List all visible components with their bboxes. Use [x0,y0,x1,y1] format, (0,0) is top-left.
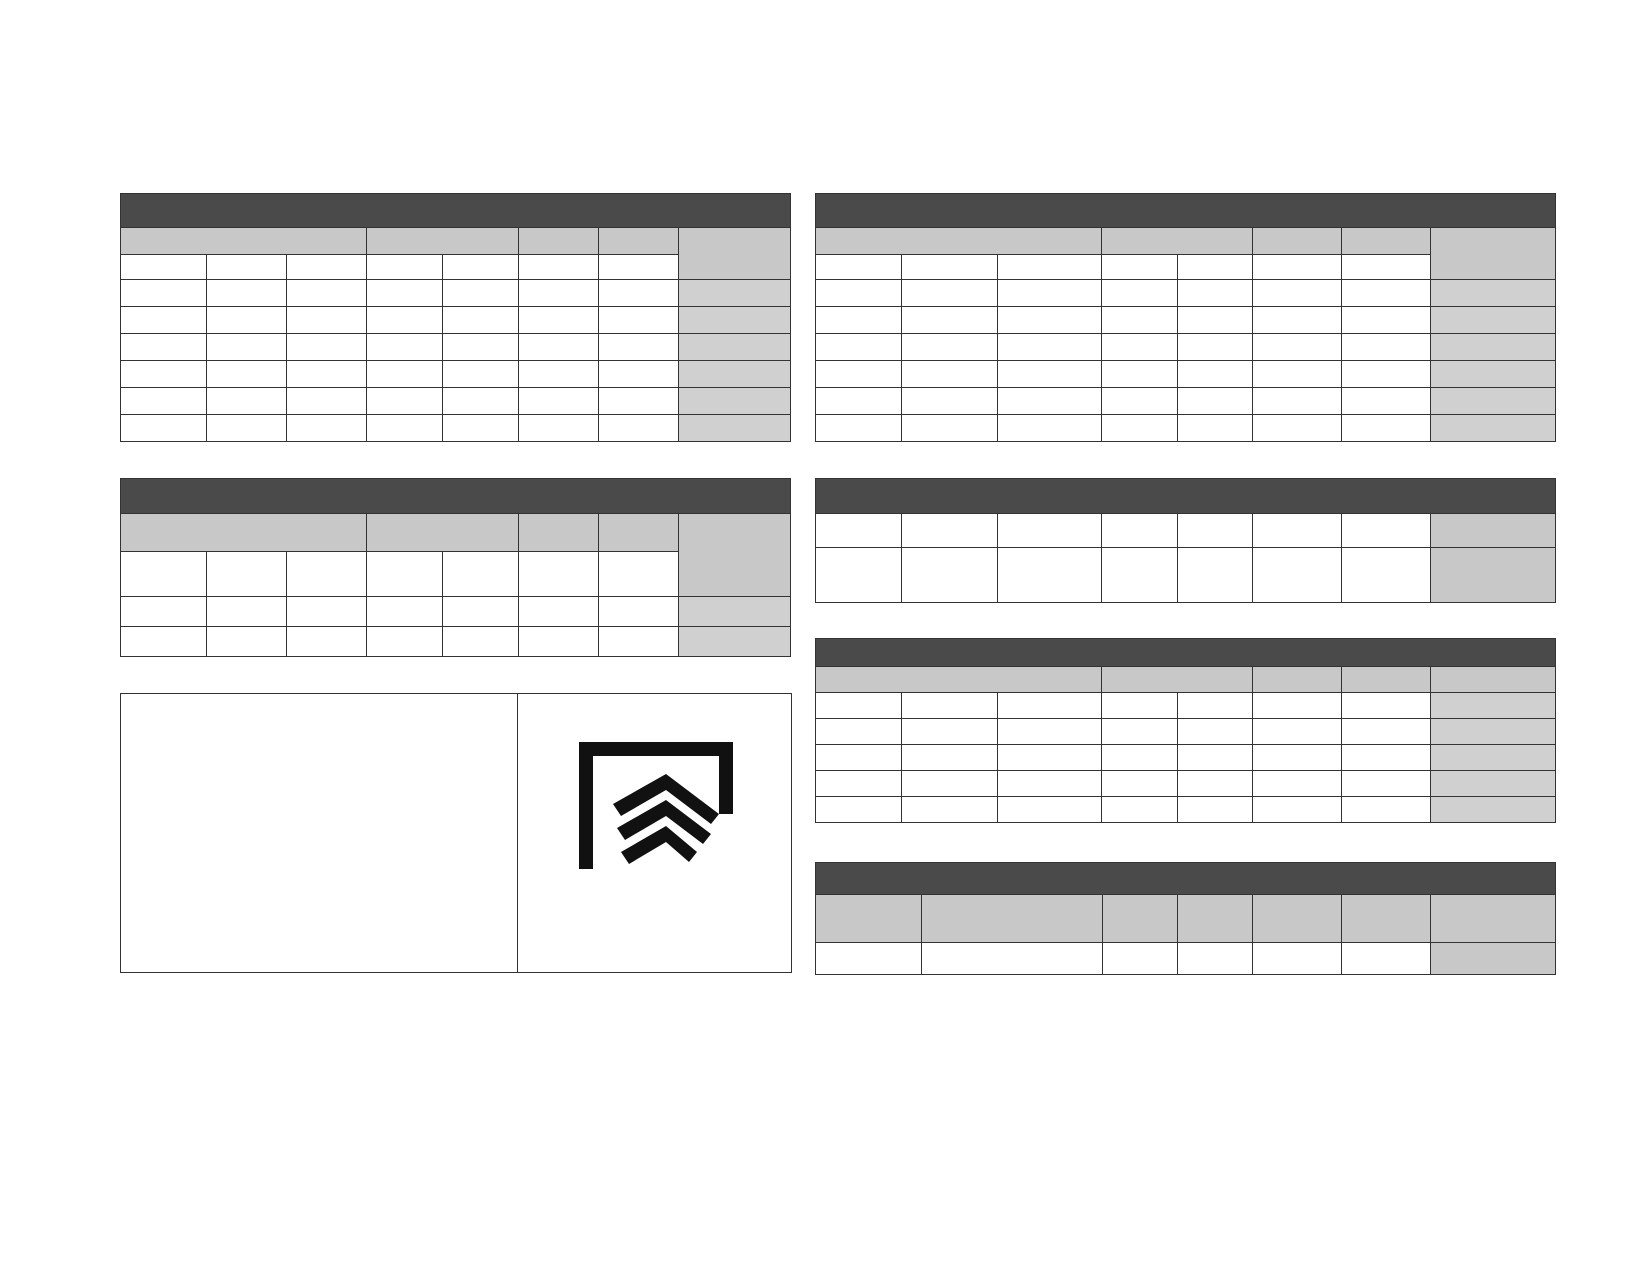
group-header [367,228,519,255]
row-label [679,280,791,307]
table-cell [1253,388,1342,415]
floor-range-header [207,552,287,597]
floor-range-header [1178,255,1253,280]
table-cell [998,307,1102,334]
table-cell [816,388,902,415]
table-cell [816,415,902,442]
table-cell [443,307,519,334]
table-cell [1178,771,1253,797]
corner-header [679,228,791,280]
row-label [679,307,791,334]
table-cell [1342,771,1431,797]
table-cell [816,745,902,771]
floor-range-header [367,552,443,597]
table-cell [519,597,599,627]
floor-range-header [1178,514,1253,548]
supervision-fees-table [815,193,1556,442]
floor-range-header [287,255,367,280]
table-cell [902,280,998,307]
table-cell [902,719,998,745]
table-cell [1342,280,1431,307]
table-cell [1253,334,1342,361]
table-cell [287,307,367,334]
table-cell [599,415,679,442]
table-cell [902,307,998,334]
group-header [519,514,599,552]
stage-header [816,895,922,943]
table-cell [1253,719,1342,745]
table-cell [207,280,287,307]
group-header [1253,667,1342,693]
single-discipline-fees-table [815,478,1556,603]
table-cell [599,307,679,334]
table-cell [1342,797,1431,823]
group-header [519,228,599,255]
group-header [1342,667,1431,693]
corner-header [1431,514,1556,548]
group-header [816,667,1102,693]
table-cell [1102,745,1178,771]
floor-range-header [902,514,998,548]
group-header [599,514,679,552]
row-label [679,627,791,657]
table-cell [1178,943,1253,975]
table-cell [998,797,1102,823]
table-cell [1178,548,1253,603]
table-cell [1342,388,1431,415]
percentage-breakdown-caption [816,639,1556,667]
table-cell [519,388,599,415]
table-cell [121,415,207,442]
table-cell [902,693,998,719]
organization-logo-icon [571,734,741,874]
floor-range-header [599,255,679,280]
table-cell [1253,361,1342,388]
stage-header [1253,895,1342,943]
table-cell [902,334,998,361]
floor-range-header [1253,255,1342,280]
table-cell [121,388,207,415]
table-cell [1342,548,1431,603]
table-cell [902,361,998,388]
floor-range-header [902,255,998,280]
row-label [1431,693,1556,719]
table-cell [902,388,998,415]
row-label [1431,548,1556,603]
floor-range-header [121,552,207,597]
corner-header [1431,228,1556,280]
group-header [816,228,1102,255]
table-cell [599,334,679,361]
table-cell [367,307,443,334]
table-cell [367,361,443,388]
table-cell [443,280,519,307]
stage-header [1103,895,1178,943]
table-cell [519,280,599,307]
table-cell [599,597,679,627]
group-header [121,228,367,255]
table-cell [367,597,443,627]
table-cell [902,548,998,603]
table-cell [998,771,1102,797]
table-cell [367,415,443,442]
table-cell [207,388,287,415]
stage-header [922,895,1103,943]
table-cell [121,597,207,627]
table-cell [1102,361,1178,388]
table-cell [519,627,599,657]
row-label [1431,307,1556,334]
table-cell [1178,307,1253,334]
table-cell [519,361,599,388]
row-label [679,361,791,388]
percentage-breakdown-table [815,638,1556,823]
table-cell [1342,943,1431,975]
table-cell [998,361,1102,388]
table-cell [1102,719,1178,745]
table-cell [816,943,922,975]
table-cell [816,280,902,307]
table-cell [443,388,519,415]
group-header [121,514,367,552]
floor-range-header [1253,514,1342,548]
table-cell [443,334,519,361]
table-cell [1342,415,1431,442]
row-label [1431,280,1556,307]
floor-range-header [998,514,1102,548]
table-cell [902,415,998,442]
table-cell [816,771,902,797]
floor-range-header [519,552,599,597]
single-discipline-caption [816,479,1556,514]
table-cell [519,334,599,361]
floor-range-header [816,255,902,280]
supervision-fees-caption [816,194,1556,228]
table-cell [998,415,1102,442]
table-cell [1102,334,1178,361]
table-cell [599,280,679,307]
table-cell [599,627,679,657]
row-label [1431,771,1556,797]
table-cell [1253,307,1342,334]
group-header [1102,667,1253,693]
design-fees-table [120,193,791,442]
table-cell [287,361,367,388]
table-cell [1102,797,1178,823]
table-cell [519,415,599,442]
corner-header [679,514,791,597]
table-cell [1178,415,1253,442]
table-cell [998,719,1102,745]
table-cell [207,334,287,361]
table-cell [1253,943,1342,975]
table-cell [1253,693,1342,719]
row-label [679,334,791,361]
table-cell [922,943,1103,975]
table-cell [1253,797,1342,823]
floor-range-header [1342,255,1431,280]
table-cell [121,307,207,334]
payment-stages-caption [816,863,1556,895]
table-cell [1178,719,1253,745]
table-cell [816,361,902,388]
table-cell [367,280,443,307]
table-cell [599,388,679,415]
table-cell [207,361,287,388]
floor-range-header [121,255,207,280]
table-cell [902,771,998,797]
table-cell [1103,943,1178,975]
group-header [1253,228,1342,255]
table-cell [816,334,902,361]
table-cell [1253,548,1342,603]
table-cell [1342,745,1431,771]
table-cell [1178,280,1253,307]
table-cell [816,307,902,334]
table-cell [121,361,207,388]
floor-range-header [599,552,679,597]
row-label [1431,797,1556,823]
table-cell [1342,719,1431,745]
table-cell [902,797,998,823]
table-cell [998,745,1102,771]
table-cell [207,307,287,334]
table-cell [816,719,902,745]
floor-range-header [816,514,902,548]
table-cell [816,693,902,719]
floor-range-header [1102,255,1178,280]
table-cell [367,388,443,415]
floor-range-header [367,255,443,280]
table-cell [1102,548,1178,603]
table-cell [443,597,519,627]
table-cell [519,307,599,334]
table-cell [998,388,1102,415]
row-label [1431,415,1556,442]
table-cell [599,361,679,388]
table-cell [902,745,998,771]
table-cell [207,415,287,442]
row-label [1431,334,1556,361]
table-cell [1178,693,1253,719]
fee-percentages-caption [121,479,791,514]
row-label [1431,719,1556,745]
row-label [1431,388,1556,415]
table-cell [1102,693,1178,719]
table-cell [1253,771,1342,797]
floor-range-header [207,255,287,280]
table-cell [443,627,519,657]
corner-header [1431,667,1556,693]
floor-range-header [287,552,367,597]
table-cell [1253,280,1342,307]
stage-header [1342,895,1431,943]
table-cell [1342,334,1431,361]
table-cell [287,334,367,361]
table-cell [287,280,367,307]
table-cell [998,548,1102,603]
table-cell [1102,388,1178,415]
organization-logo-box [120,693,792,973]
table-cell [121,627,207,657]
floor-range-header [519,255,599,280]
table-cell [1178,797,1253,823]
table-cell [207,627,287,657]
table-cell [1342,361,1431,388]
table-cell [1102,307,1178,334]
table-cell [121,280,207,307]
stage-header [1178,895,1253,943]
floor-range-header [998,255,1102,280]
row-label [679,597,791,627]
fee-percentages-table [120,478,791,657]
floor-range-header [443,552,519,597]
table-cell [816,548,902,603]
row-label [679,415,791,442]
table-cell [443,415,519,442]
table-cell [998,334,1102,361]
table-cell [998,280,1102,307]
table-cell [121,334,207,361]
group-header [599,228,679,255]
floor-range-header [443,255,519,280]
table-cell [1178,388,1253,415]
group-header [1102,228,1253,255]
floor-range-header [1102,514,1178,548]
table-cell [367,334,443,361]
table-cell [1102,280,1178,307]
table-cell [1178,361,1253,388]
table-cell [287,388,367,415]
table-cell [816,797,902,823]
table-cell [1102,415,1178,442]
payment-stages-table [815,862,1556,975]
row-label [679,388,791,415]
table-cell [1102,771,1178,797]
table-cell [207,597,287,627]
row-label [1431,361,1556,388]
table-cell [287,415,367,442]
floor-range-header [1342,514,1431,548]
table-cell [998,693,1102,719]
table-cell [1178,334,1253,361]
row-label [1431,745,1556,771]
divider [517,694,518,972]
group-header [367,514,519,552]
row-label [1431,895,1556,943]
table-cell [1253,415,1342,442]
table-cell [1178,745,1253,771]
table-cell [1342,693,1431,719]
group-header [1342,228,1431,255]
table-cell [1253,745,1342,771]
table-cell [443,361,519,388]
table-cell [1342,307,1431,334]
design-fees-caption [121,194,791,228]
table-cell [367,627,443,657]
table-cell [287,597,367,627]
table-cell [287,627,367,657]
row-label [1431,943,1556,975]
